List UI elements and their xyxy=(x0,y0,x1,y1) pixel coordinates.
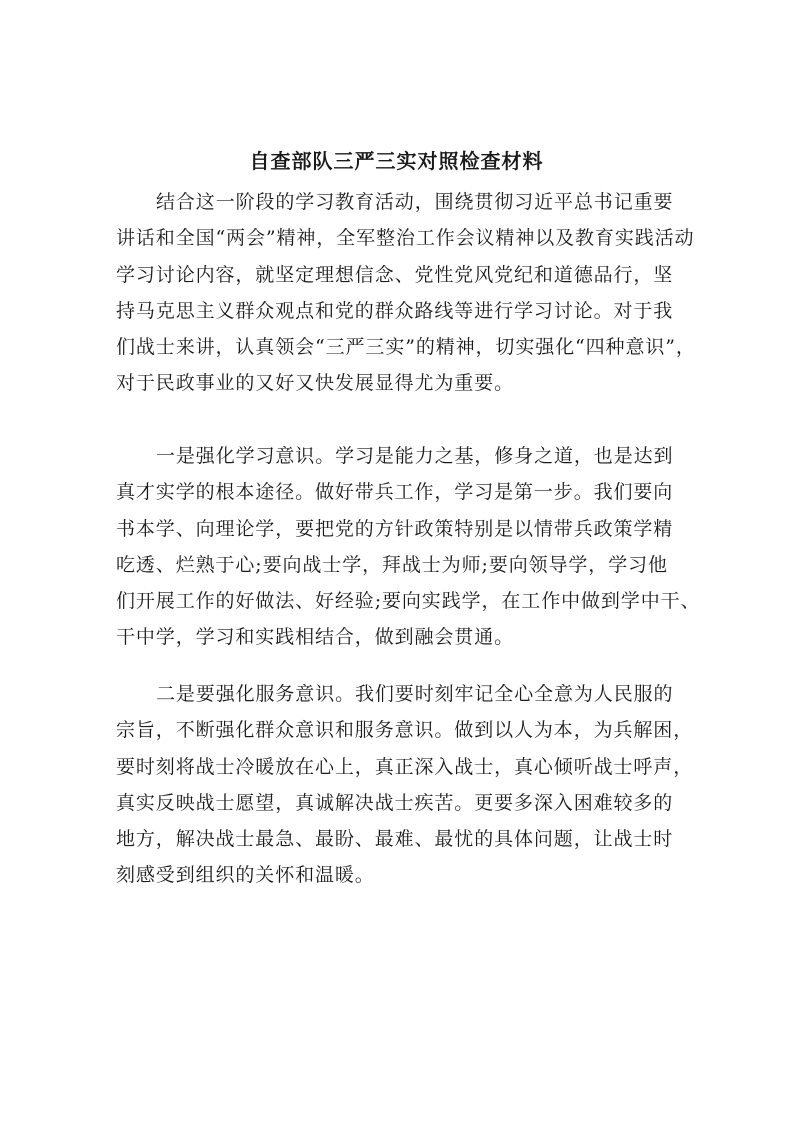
paragraph-line: 真实反映战士愿望，真诚解决战士疾苦。更要多深入困难较多的 xyxy=(116,791,674,814)
paragraph-line: 要时刻将战士冷暖放在心上，真正深入战士，真心倾听战士呼声， xyxy=(116,755,694,778)
paragraph-line: 讲话和全国“两会”精神，全军整治工作会议精神以及教育实践活动 xyxy=(116,227,695,250)
paragraph-line: 宗旨，不断强化群众意识和服务意识。做到以人为本，为兵解困， xyxy=(116,719,694,742)
paragraph-line: 真才实学的根本途径。做好带兵工作，学习是第一步。我们要向 xyxy=(116,481,674,504)
page-title: 自查部队三严三实对照检查材料 xyxy=(249,149,544,173)
paragraph-line: 们战士来讲，认真领会“三严三实”的精神，切实强化“四种意识”， xyxy=(116,336,696,359)
paragraph-line: 一是强化学习意识。学习是能力之基，修身之道，也是达到 xyxy=(156,445,674,467)
paragraph-line: 学习讨论内容，就坚定理想信念、党性党风党纪和道德品行，坚 xyxy=(116,263,674,286)
paragraph-study-awareness xyxy=(116,438,701,656)
paragraph-line: 们开展工作的好做法、好经验;要向实践学，在工作中做到学中干、 xyxy=(116,590,701,613)
paragraph-line: 对于民政事业的又好又快发展显得尤为重要。 xyxy=(116,372,515,395)
paragraph-service-awareness xyxy=(116,676,694,894)
paragraph-line: 地方，解决战士最急、最盼、最难、最忧的具体问题，让战士时 xyxy=(116,828,674,851)
paragraph-intro xyxy=(116,184,696,402)
paragraph-line: 结合这一阶段的学习教育活动，围绕贯彻习近平总书记重要 xyxy=(156,191,674,213)
paragraph-line: 干中学，学习和实践相结合，做到融会贯通。 xyxy=(116,626,515,649)
paragraph-line: 刻感受到组织的关怀和温暖。 xyxy=(116,864,375,887)
paragraph-line: 书本学、向理论学，要把党的方针政策特别是以情带兵政策学精 xyxy=(116,517,674,540)
paragraph-line: 二是要强化服务意识。我们要时刻牢记全心全意为人民服的 xyxy=(156,683,674,705)
paragraph-line: 吃透、烂熟于心;要向战士学，拜战士为师;要向领导学，学习他 xyxy=(116,553,668,576)
paragraph-line: 持马克思主义群众观点和党的群众路线等进行学习讨论。对于我 xyxy=(116,299,674,322)
